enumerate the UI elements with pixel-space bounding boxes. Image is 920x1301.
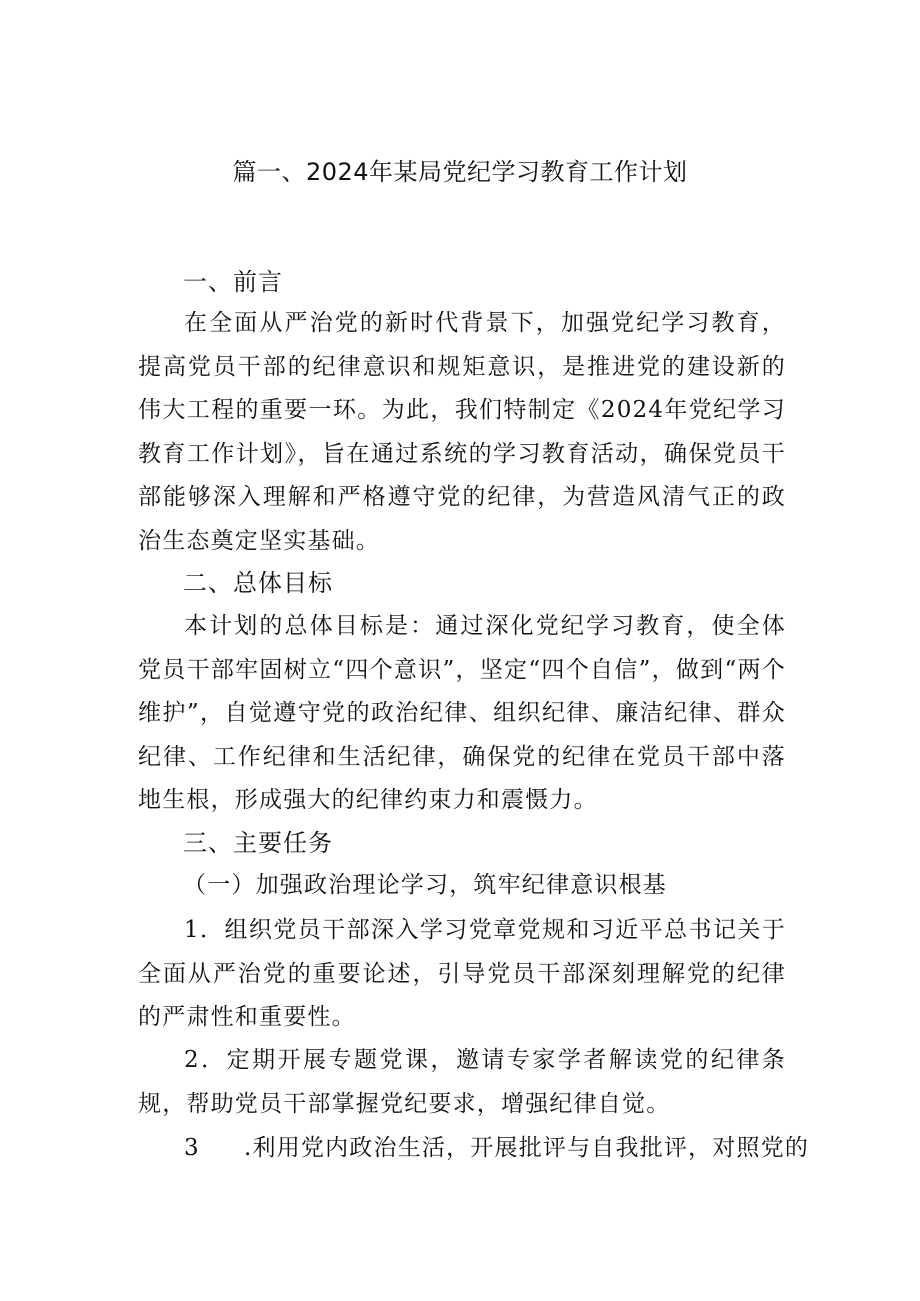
goals-paragraph: 本计划的总体目标是：通过深化党纪学习教育，使全体党员干部牢固树立“四个意识”，坚定“四个自信”，做到“两个维护”，自觉遵守党的政治纪律、组织纪律、廉洁纪律、群众纪律、工作纪律和生活纪律，确保党的纪律在党员干部中落地生根，形成强大的纪律约束力和震慑力。 xyxy=(138,613,786,813)
task-item-1: 1．组织党员干部深入学习党章党规和习近平总书记关于全面从严治党的重要论述，引导党员干部深刻理解党的纪律的严肃性和重要性。 xyxy=(138,917,786,1030)
task-item-2: 2．定期开展专题党课，邀请专家学者解读党的纪律条规，帮助党员干部掌握党纪要求，增强纪律自觉。 xyxy=(138,1047,786,1117)
tasks-subheading: （一）加强政治理论学习，筑牢纪律意识根基 xyxy=(183,872,667,898)
section-heading-tasks: 三、主要任务 xyxy=(183,829,333,857)
section-heading-preface: 一、前言 xyxy=(183,268,283,296)
document-title: 篇一、2024年某局党纪学习教育工作计划 xyxy=(232,158,688,186)
task-item-3 xyxy=(184,1131,809,1165)
task-item-3-number: 3 xyxy=(184,1135,200,1161)
section-heading-goals: 二、总体目标 xyxy=(183,569,333,597)
preface-paragraph: 在全面从严治党的新时代背景下，加强党纪学习教育，提高党员干部的纪律意识和规矩意识，是推进党的建设新的伟大工程的重要一环。为此，我们特制定《2024年党纪学习教育工作计划》，旨在通过系统的学习教育活动，确保党员干部能够深入理解和严格遵守党的纪律，为营造风清气正的政治生态奠定坚实基础。 xyxy=(138,310,786,554)
task-item-3-text: .利用党内政治生活，开展批评与自我批评，对照党的 xyxy=(244,1135,810,1161)
